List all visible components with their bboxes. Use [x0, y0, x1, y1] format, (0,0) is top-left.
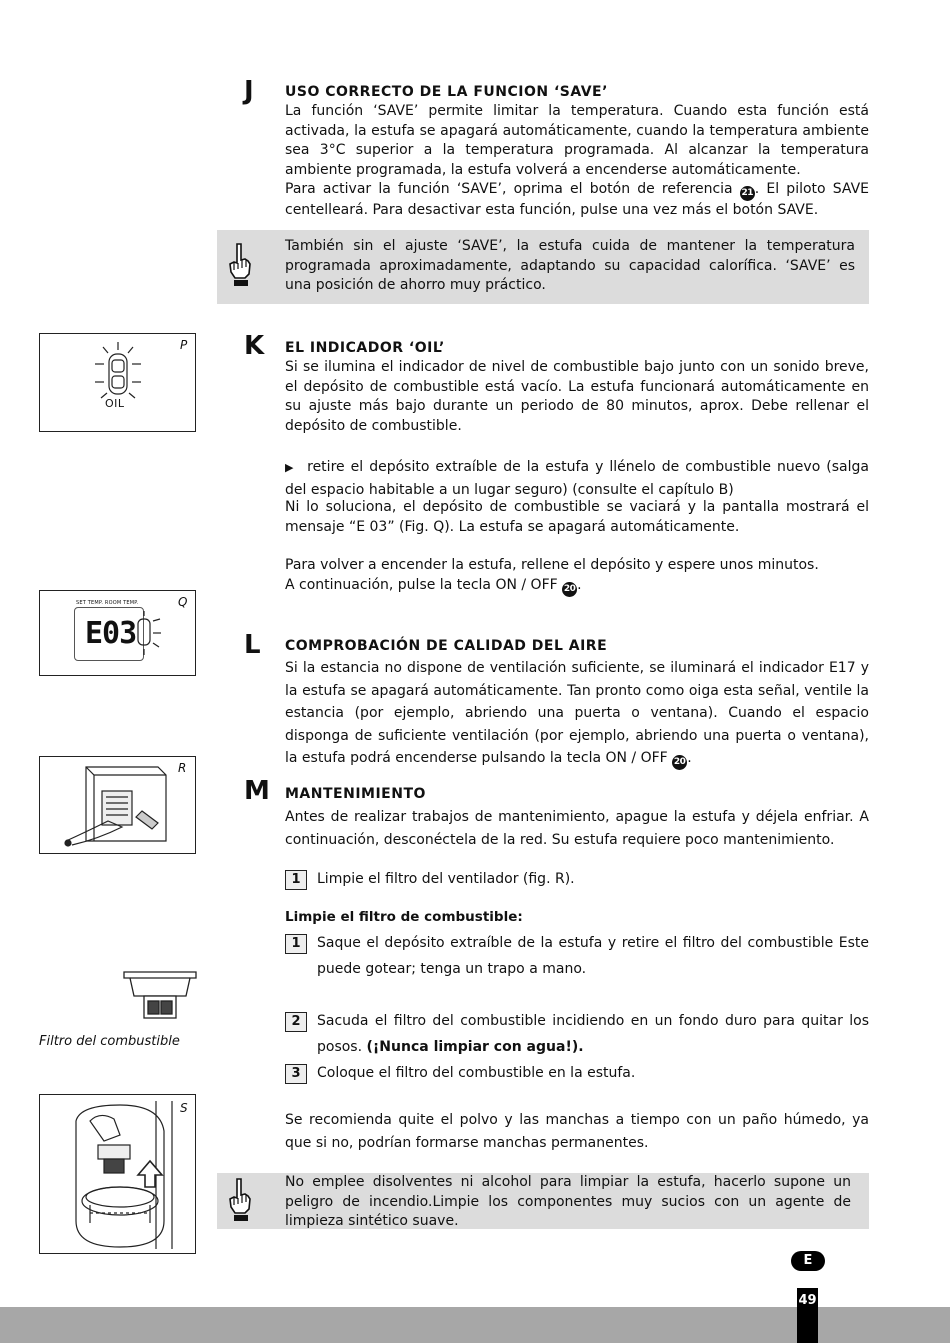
save-paragraph: [285, 102, 869, 221]
maintenance-paragraph-2: Se recomienda quite el polvo y las manchas a tiempo con un paño húmedo, ya que si no, podrían formarse manchas permanentes.: [285, 1112, 869, 1151]
bullet-arrow-icon: ▶: [285, 461, 296, 474]
figure-label-q: Q: [178, 595, 188, 609]
figure-label-s: S: [180, 1101, 188, 1115]
oil-paragraph-3: Para volver a encender la estufa, rellene el depósito y espere unos minutos.: [285, 557, 819, 573]
oil-paragraph-1: Si se ilumina el indicador de nivel de combustible bajo junto con un sonido breve, el depósito de combustible está vacío. La estufa funcionará automáticamente en su ajuste más bajo durante un periodo de 80 minutos, aprox. Debe rellenar el depósito de combustible.: [285, 359, 869, 434]
heater-fan-filter-illustration: [58, 761, 178, 849]
step-clean-fan-filter: Limpie el filtro del ventilador (fig. R).: [317, 871, 575, 887]
filter-removal-illustration: [60, 1101, 190, 1249]
oil-paragraph-2: Ni lo soluciona, el depósito de combustible se vaciará y la pantalla mostrará el mensaje “E 03” (Fig. Q). La estufa se apagará automáticamente.: [285, 499, 869, 535]
page-number: 49: [797, 1288, 818, 1343]
section-letter-k: K: [244, 331, 265, 361]
air-quality-paragraph: [285, 657, 869, 770]
section-letter-j: J: [244, 76, 254, 106]
oil-bullet-text: retire el depósito extraíble de la estufa y llénelo de combustible nuevo (salga del espacio habitable a un lugar seguro) (consulte el capítulo B): [285, 459, 869, 498]
oil-paragraph-4-start: A continuación, pulse la tecla ON / OFF: [285, 577, 558, 593]
save-paragraph-2-end: . El piloto SAVE centelleará. Para desactivar esta función, pulse una vez más el botón SAVE.: [285, 181, 870, 218]
note-box-maintenance: [217, 1173, 869, 1229]
figure-s: [39, 1094, 196, 1254]
section-letter-l: L: [244, 630, 261, 660]
oil-label: OIL: [105, 397, 125, 410]
section-title-oil: EL INDICADOR ‘OIL’: [285, 340, 445, 356]
figure-p: [39, 333, 196, 432]
note-maintenance-text: No emplee disolventes ni alcohol para limpiar la estufa, hacerlo supone un peligro de incendio.Limpie los componentes muy sucios con un agente de limpieza sintético suave.: [285, 1174, 851, 1229]
pointing-hand-icon: [225, 242, 255, 290]
fuel-filter-step-2-text: Sacuda el filtro del combustible incidiendo en un fondo duro para quitar los posos.: [317, 1013, 869, 1055]
section-title-maintenance: MANTENIMIENTO: [285, 786, 426, 802]
pointing-hand-icon: [225, 1177, 255, 1225]
section-title-save: USO CORRECTO DE LA FUNCION ‘SAVE’: [285, 84, 608, 100]
fuel-filter-step-1: Saque el depósito extraíble de la estufa y retire el filtro del combustible Este puede gotear; tenga un trapo a mano.: [317, 935, 869, 977]
oil-indicator-blinking-icon: [128, 607, 164, 659]
reference-number-icon: 20: [672, 755, 687, 770]
step-number-badge: 2: [285, 1012, 307, 1032]
fuel-filter-caption: Filtro del combustible: [39, 1034, 180, 1049]
note-box-save: [217, 230, 869, 304]
fuel-filter-step-2: [317, 1008, 869, 1060]
save-paragraph-2-start: Para activar la función ‘SAVE’, oprima el botón de referencia: [285, 181, 733, 197]
step-number-badge: 1: [285, 870, 307, 890]
step-number-badge: 1: [285, 934, 307, 954]
lcd-header: SET TEMP. ROOM TEMP.: [76, 600, 139, 606]
reference-number-icon: 21: [740, 186, 755, 201]
step-number-badge: 3: [285, 1064, 307, 1084]
figure-q: [39, 590, 196, 676]
oil-bullet: [285, 456, 869, 501]
figure-label-r: R: [178, 761, 187, 775]
reference-number-icon: 20: [562, 582, 577, 597]
figure-r: [39, 756, 196, 854]
air-quality-text-end: .: [687, 750, 692, 766]
save-paragraph-1: La función ‘SAVE’ permite limitar la temperatura. Cuando esta función está activada, la estufa se apagará automáticamente, cuando la temperatura ambiente sea 3°C superior a la temperatura programada. Al alcanzar la temperatura ambiente programada, la estufa volverá a encenderse automáticamente.: [285, 103, 869, 178]
figure-label-p: P: [180, 338, 188, 352]
oil-paragraph-4-end: .: [577, 577, 582, 593]
note-save-text: También sin el ajuste ‘SAVE’, la estufa cuida de mantener la temperatura programada aproximadamente, adaptando su capacidad calorífica. ‘SAVE’ es una posición de ahorro muy práctico.: [285, 238, 855, 293]
section-title-air-quality: COMPROBACIÓN DE CALIDAD DEL AIRE: [285, 638, 608, 654]
maintenance-paragraph-1: Antes de realizar trabajos de mantenimiento, apague la estufa y déjela enfriar. A continuación, desconéctela de la red. Su estufa requiere poco mantenimiento.: [285, 809, 869, 848]
fuel-filter-illustration: [120, 968, 200, 1024]
air-quality-text: Si la estancia no dispone de ventilación suficiente, se iluminará el indicador E17 y la estufa se apagará automáticamente. Tan pronto como oiga esta señal, ventile la estancia (por ejemplo, abriendo una puerta o ventana). Cuando el espacio disponga de suficiente ventilación (por ejemplo, abriendo una puerta o ventana), la estufa podrá encenderse pulsando la tecla ON / OFF: [285, 660, 869, 766]
fuel-filter-step-2-warning: (¡Nunca limpiar con agua!).: [366, 1039, 584, 1055]
fuel-filter-subheading: Limpie el filtro de combustible:: [285, 909, 523, 925]
fuel-filter-step-3: Coloque el filtro del combustible en la estufa.: [317, 1065, 636, 1081]
lcd-error-code: E03: [85, 616, 137, 651]
oil-paragraph-4: [285, 576, 869, 597]
language-badge: E: [791, 1251, 825, 1271]
section-letter-m: M: [244, 776, 270, 806]
